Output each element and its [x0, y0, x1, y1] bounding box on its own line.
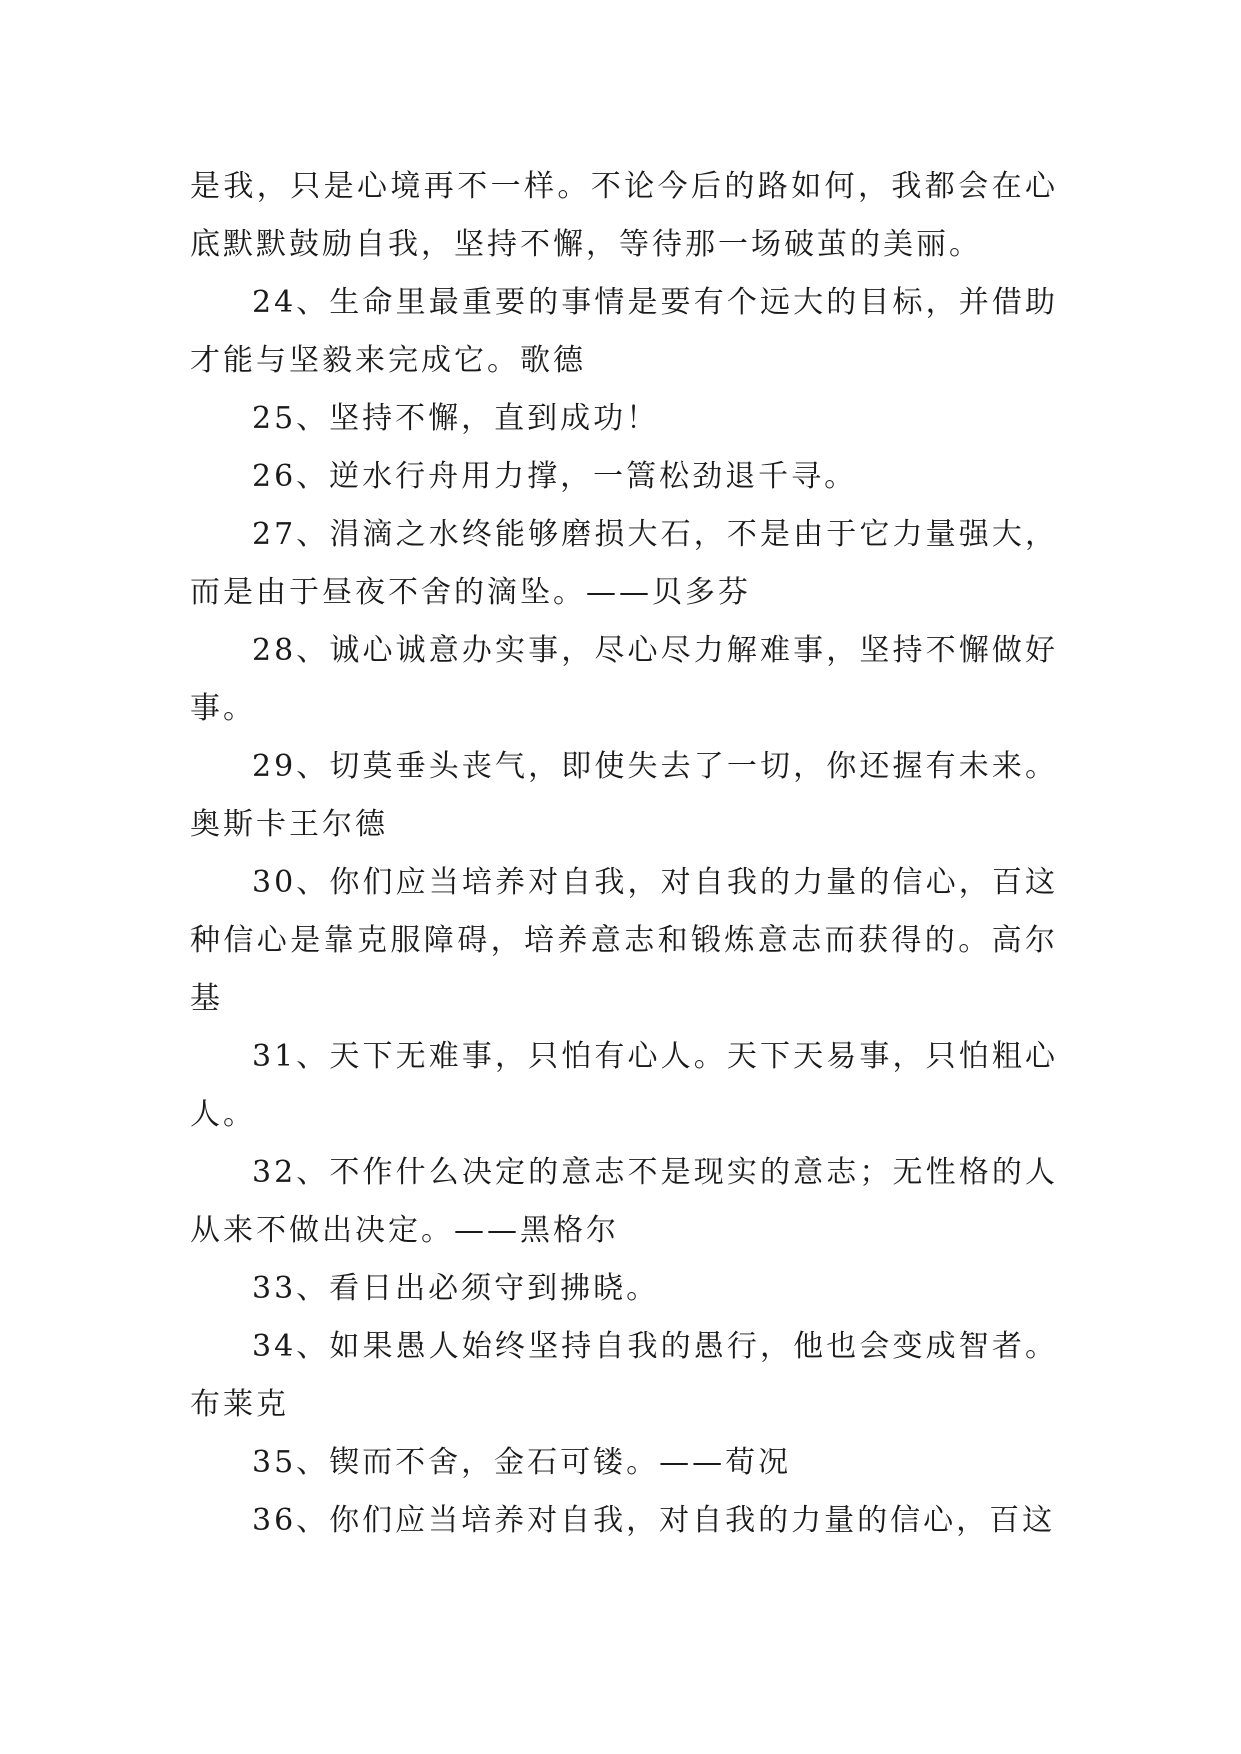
paragraph: 32、不作什么决定的意志不是现实的意志；无性格的人从来不做出决定。——黑格尔	[190, 1155, 1058, 1248]
paragraph: 27、涓滴之水终能够磨损大石，不是由于它力量强大，而是由于昼夜不舍的滴坠。——贝多芬	[190, 517, 1058, 610]
paragraph: 35、锲而不舍，金石可镂。——荀况	[252, 1445, 792, 1480]
paragraph: 29、切莫垂头丧气，即使失去了一切，你还握有未来。奥斯卡王尔德	[190, 749, 1058, 842]
paragraph: 是我，只是心境再不一样。不论今后的路如何，我都会在心底默默鼓励自我，坚持不懈，等待那一场破茧的美丽。	[190, 169, 1058, 262]
paragraph: 26、逆水行舟用力撑，一篙松劲退千寻。	[252, 459, 858, 494]
paragraph: 33、看日出必须守到拂晓。	[252, 1271, 660, 1306]
document-body	[190, 158, 1058, 1550]
paragraph: 30、你们应当培养对自我，对自我的力量的信心，百这种信心是靠克服障碍，培养意志和锻炼意志而获得的。高尔基	[190, 865, 1058, 1016]
paragraph: 28、诚心诚意办实事，尽心尽力解难事，坚持不懈做好事。	[190, 633, 1058, 726]
paragraph: 24、生命里最重要的事情是要有个远大的目标，并借助才能与坚毅来完成它。歌德	[190, 285, 1058, 378]
paragraph: 25、坚持不懈，直到成功！	[252, 401, 660, 436]
paragraph: 36、你们应当培养对自我，对自我的力量的信心，百这	[252, 1503, 1056, 1538]
paragraph: 31、天下无难事，只怕有心人。天下天易事，只怕粗心人。	[190, 1039, 1058, 1132]
paragraph: 34、如果愚人始终坚持自我的愚行，他也会变成智者。布莱克	[190, 1329, 1058, 1422]
